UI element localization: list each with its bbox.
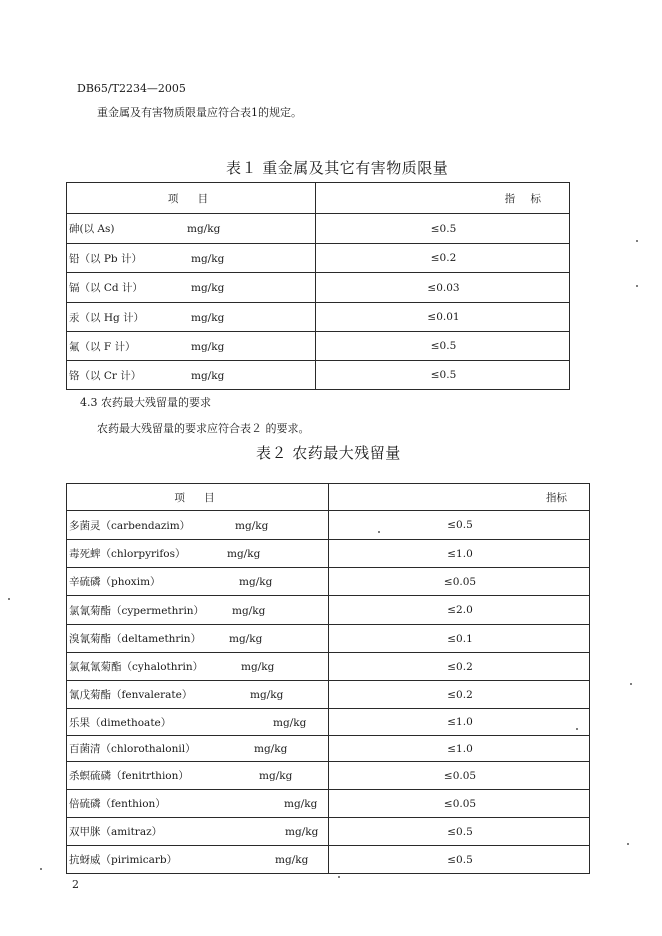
limit-value: ≤0.01 xyxy=(316,303,570,332)
pesticide-name: 倍硫磷（fenthion） xyxy=(69,798,166,810)
limit-value: ≤1.0 xyxy=(329,540,590,568)
limit-value: ≤0.5 xyxy=(329,818,590,846)
scan-speck xyxy=(378,531,380,533)
unit: mg/kg xyxy=(191,311,225,324)
limit-value: ≤0.03 xyxy=(316,273,570,303)
page-number: 2 xyxy=(72,878,79,891)
table-cell-item xyxy=(67,361,316,390)
table-row xyxy=(67,596,590,625)
limit-value: ≤0.05 xyxy=(329,762,590,790)
pesticide-name: 氯氰菊酯（cypermethrin） xyxy=(69,604,205,617)
table-row xyxy=(67,244,570,273)
limit-value: ≤0.5 xyxy=(316,214,570,244)
scan-speck xyxy=(8,598,10,600)
table-row xyxy=(67,818,590,846)
table-row xyxy=(67,653,590,681)
table1-col-indicator: 指 标 xyxy=(316,183,570,214)
table-row xyxy=(67,681,590,709)
pesticide-name: 百菌清（chlorothalonil） xyxy=(69,743,196,755)
table2 xyxy=(66,483,590,874)
table1-header-row xyxy=(67,183,570,214)
table1 xyxy=(66,182,570,390)
table2-title: 表２ 农药最大残留量 xyxy=(256,444,401,462)
unit: mg/kg xyxy=(227,548,261,560)
table-row xyxy=(67,361,570,390)
table-row xyxy=(67,332,570,361)
pesticide-name: 溴氰菊酯（deltamethrin） xyxy=(69,633,202,645)
pollutant-name: 铬（以 Cr 计） xyxy=(69,369,142,382)
scan-speck xyxy=(636,285,638,287)
limit-value: ≤0.2 xyxy=(329,653,590,681)
table-row xyxy=(67,540,590,568)
table1-col-item: 项 目 xyxy=(67,183,316,214)
table-cell-item xyxy=(67,273,316,303)
limit-value: ≤0.5 xyxy=(316,361,570,390)
unit: mg/kg xyxy=(285,826,319,838)
table-row xyxy=(67,214,570,244)
table2-col-item: 项 目 xyxy=(67,484,329,511)
unit: mg/kg xyxy=(241,661,275,673)
table1-title: 表１ 重金属及其它有害物质限量 xyxy=(226,159,449,177)
pesticide-name: 辛硫磷（phoxim） xyxy=(69,576,161,588)
unit: mg/kg xyxy=(284,798,318,810)
limit-value: ≤0.5 xyxy=(329,511,590,540)
limit-value: ≤0.05 xyxy=(329,790,590,818)
unit: mg/kg xyxy=(229,633,263,645)
pesticide-name: 乐果（dimethoate） xyxy=(69,716,172,729)
pollutant-name: 氟（以 F 计） xyxy=(69,340,136,353)
unit: mg/kg xyxy=(191,252,225,265)
scan-speck xyxy=(338,876,340,878)
pesticide-name: 氰戊菊酯（fenvalerate） xyxy=(69,689,193,701)
pollutant-name: 铅（以 Pb 计） xyxy=(69,252,142,265)
table-row xyxy=(67,568,590,596)
pesticide-name: 抗蚜威（pirimicarb） xyxy=(69,854,178,866)
table-cell-item xyxy=(67,244,316,273)
limit-value: ≤0.5 xyxy=(316,332,570,361)
limit-value: ≤0.5 xyxy=(329,846,590,874)
pesticide-name: 氯氟氰菊酯（cyhalothrin） xyxy=(69,661,204,673)
unit: mg/kg xyxy=(254,743,288,755)
limit-value: ≤0.2 xyxy=(316,244,570,273)
unit: mg/kg xyxy=(250,689,284,701)
unit: mg/kg xyxy=(187,223,221,235)
pesticide-name: 毒死蜱（chlorpyrifos） xyxy=(69,548,186,560)
table-row xyxy=(67,790,590,818)
intro-paragraph: 重金属及有害物质限量应符合表1的规定。 xyxy=(97,106,302,119)
section-paragraph: 农药最大残留量的要求应符合表２ 的要求。 xyxy=(97,422,310,435)
table-row xyxy=(67,846,590,874)
limit-value: ≤0.05 xyxy=(329,568,590,596)
limit-value: ≤0.2 xyxy=(329,681,590,709)
table-row xyxy=(67,625,590,653)
pesticide-name: 杀螟硫磷（fenitrthion） xyxy=(69,770,189,782)
table-row xyxy=(67,709,590,736)
limit-value: ≤1.0 xyxy=(329,736,590,762)
table-row xyxy=(67,736,590,762)
unit: mg/kg xyxy=(232,604,266,617)
pollutant-name: 镉（以 Cd 计） xyxy=(69,282,143,294)
unit: mg/kg xyxy=(191,282,225,294)
pesticide-name: 多菌灵（carbendazim） xyxy=(69,519,191,532)
pollutant-name: 汞（以 Hg 计） xyxy=(69,311,145,324)
table2-header-row xyxy=(67,484,590,511)
scan-speck xyxy=(576,728,578,730)
table-row xyxy=(67,303,570,332)
table-cell-item xyxy=(67,303,316,332)
unit: mg/kg xyxy=(191,369,225,382)
scan-speck xyxy=(627,843,629,845)
section-heading: 4.3 农药最大残留量的要求 xyxy=(80,396,211,409)
unit: mg/kg xyxy=(235,519,269,532)
limit-value: ≤2.0 xyxy=(329,596,590,625)
unit: mg/kg xyxy=(239,576,273,588)
limit-value: ≤0.1 xyxy=(329,625,590,653)
unit: mg/kg xyxy=(275,854,309,866)
pollutant-name: 砷(以 As) xyxy=(69,223,115,235)
table-row xyxy=(67,762,590,790)
scan-speck xyxy=(636,240,638,242)
pesticide-name: 双甲脒（amitraz） xyxy=(69,826,163,838)
unit: mg/kg xyxy=(191,340,225,353)
document-code: DB65/T2234—2005 xyxy=(77,82,186,95)
unit: mg/kg xyxy=(273,716,307,729)
unit: mg/kg xyxy=(259,770,293,782)
table-row xyxy=(67,273,570,303)
table2-col-indicator: 指标 xyxy=(329,484,590,511)
table-row xyxy=(67,511,590,540)
table-cell-item xyxy=(67,332,316,361)
limit-value: ≤1.0 xyxy=(329,709,590,736)
scan-speck xyxy=(630,683,632,685)
table-cell-item xyxy=(67,214,316,244)
scan-speck xyxy=(40,868,42,870)
